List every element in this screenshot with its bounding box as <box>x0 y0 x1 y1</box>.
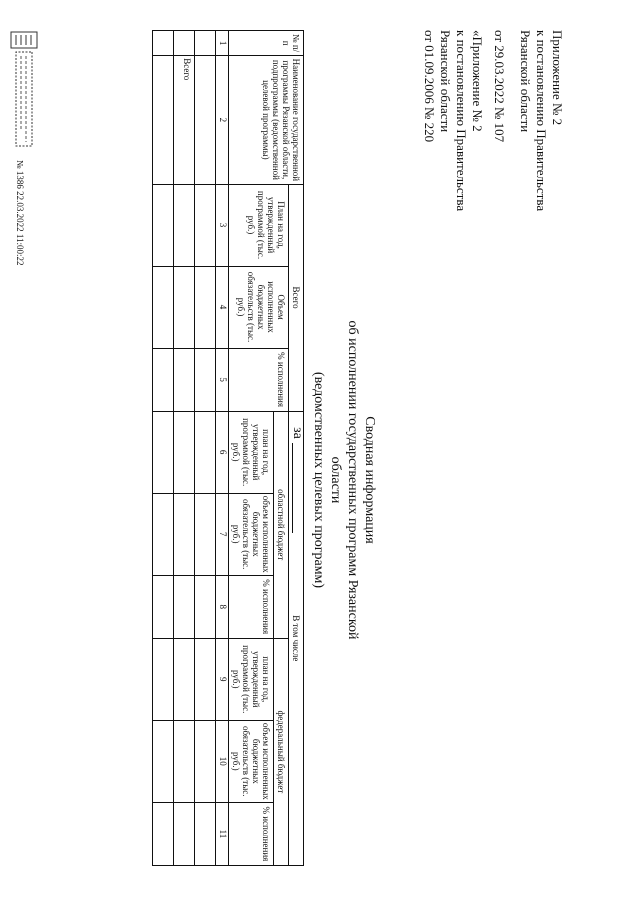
federal-plan-header: план на год, утвержденный программой (тыс. руб.) <box>229 638 274 720</box>
table-row <box>195 31 216 866</box>
table-cell <box>174 575 195 638</box>
table-row <box>174 31 195 866</box>
table-cell <box>174 638 195 720</box>
table-cell <box>153 720 174 802</box>
approval-line: к постановлению Правительства <box>454 30 469 212</box>
title-line: об исполнении государственных программ Рязанской области <box>328 320 360 640</box>
table-cell <box>153 411 174 493</box>
approval-reference <box>491 30 565 270</box>
table-cell <box>174 31 195 56</box>
column-number: 4 <box>216 266 229 348</box>
title-line: (ведомственных целевых программ) <box>311 371 326 589</box>
table-cell <box>153 31 174 56</box>
table-cell <box>195 802 216 865</box>
table-cell <box>174 266 195 348</box>
column-number: 7 <box>216 493 229 575</box>
table-cell <box>153 638 174 720</box>
report-table <box>152 30 304 866</box>
column-number: 2 <box>216 56 229 184</box>
table-cell <box>174 348 195 411</box>
table-cell <box>195 266 216 348</box>
table-cell <box>153 348 174 411</box>
table-cell <box>195 493 216 575</box>
approval-line: к постановлению Правительства <box>534 30 549 212</box>
table-cell <box>153 56 174 184</box>
table-row <box>153 31 174 866</box>
federal-volume-header: объем исполненных бюджетных обязательств (тыс. руб.) <box>229 720 274 802</box>
table-cell <box>195 56 216 184</box>
table-cell <box>195 348 216 411</box>
column-number: 3 <box>216 184 229 266</box>
column-number: 10 <box>216 720 229 802</box>
table-cell <box>153 575 174 638</box>
table-cell <box>174 493 195 575</box>
regional-pct-header: % исполнения <box>229 575 274 638</box>
regional-plan-header: план на год, утвержденный программой (тыс. руб.) <box>229 411 274 493</box>
table-cell <box>195 720 216 802</box>
table-cell <box>174 802 195 865</box>
table-cell <box>195 638 216 720</box>
column-number: 9 <box>216 638 229 720</box>
regional-budget-header: областной бюджет <box>274 411 289 638</box>
column-number: 1 <box>216 31 229 56</box>
total-pct-header: % исполнения <box>229 348 289 411</box>
column-number-row <box>216 31 229 866</box>
document-registration: № 1386 22.03.2022 11:00:22 <box>15 160 25 266</box>
column-number: 11 <box>216 802 229 865</box>
federal-budget-header: федеральный бюджет <box>274 638 289 865</box>
col-name-header: Наименование государственной программы Рязанской области, подпрограммы (ведомственной целевой программы) <box>229 56 304 184</box>
signature-stamp <box>8 30 40 150</box>
regional-volume-header: объем исполненных бюджетных обязательств (тыс. руб.) <box>229 493 274 575</box>
total-plan-header: План на год, утвержденный программой (тыс. руб.) <box>229 184 289 266</box>
previous-approval-reference <box>421 30 485 270</box>
title-line: Сводная информация <box>362 416 377 544</box>
column-number: 6 <box>216 411 229 493</box>
approval-line: Рязанской области <box>518 30 533 133</box>
table-cell <box>174 720 195 802</box>
approval-line: «Приложение № 2 <box>470 30 485 132</box>
approval-line: от 29.03.2022 № 107 <box>492 30 507 143</box>
col-total-header: Всего <box>289 184 304 411</box>
table-cell <box>195 31 216 56</box>
table-cell <box>153 493 174 575</box>
col-num-header: № п/п <box>229 31 304 56</box>
approval-line: от 01.09.2006 № 220 <box>422 30 437 143</box>
table-cell <box>195 575 216 638</box>
header-row <box>289 31 304 866</box>
table-cell <box>153 184 174 266</box>
approval-line: Приложение № 2 <box>550 30 565 126</box>
approval-line: Рязанской области <box>438 30 453 133</box>
table-cell <box>153 802 174 865</box>
total-volume-header: Объем исполненных бюджетных обязательств (тыс. руб.) <box>229 266 289 348</box>
column-number: 5 <box>216 348 229 411</box>
column-number: 8 <box>216 575 229 638</box>
total-row-label: Всего <box>174 56 195 184</box>
table-cell <box>174 184 195 266</box>
col-incl-header: В том числе <box>289 411 304 865</box>
table-cell <box>195 411 216 493</box>
federal-pct-header: % исполнения <box>229 802 274 865</box>
table-cell <box>195 184 216 266</box>
period-label: за <box>290 427 305 439</box>
table-cell <box>153 266 174 348</box>
table-cell <box>174 411 195 493</box>
